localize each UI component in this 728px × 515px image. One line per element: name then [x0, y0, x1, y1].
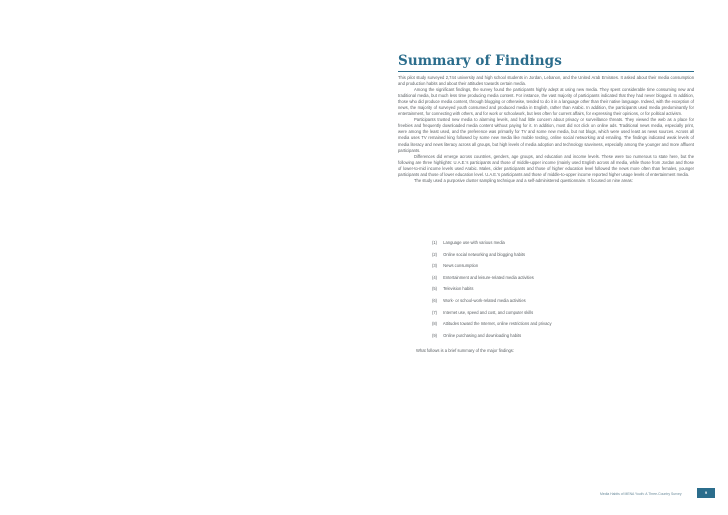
- list-item: [432, 321, 552, 333]
- section-title: Summary of Findings: [398, 53, 562, 69]
- list-item-number: (4): [432, 274, 438, 280]
- list-item-number: (6): [432, 297, 438, 303]
- list-item-label: Language use with various media: [443, 240, 505, 245]
- paragraph-findings: Among the significant findings, the survey found the participants highly adept at using new media. They spent considerable time consuming new and traditional media, but much less time producing media content. For instance, the vast majority of participants indicated that they had never blogged. In addition, those who did produce media content, through blogging or otherwise, tended to do it in a language other than their native language. Indeed, with the exception of news, the majority of surveyed youth consumed and produced media in English, rather than Arabic. In addition, the participants used media predominantly for entertainment, for connecting with others, and for work or schoolwork, but less often for current affairs, for expressing their opinions, or for political activism.: [398, 87, 694, 117]
- list-item-number: (1): [432, 240, 438, 245]
- paragraph-method: The study used a purposive cluster sampling technique and a self-administered questionnaire. It focused on nine areas:: [414, 177, 633, 183]
- list-item-number: (2): [432, 251, 438, 257]
- list-item: [432, 286, 552, 298]
- list-item-label: Television habits: [443, 286, 474, 292]
- list-item-number: (5): [432, 286, 438, 292]
- list-item-label: Attitudes toward the Internet, online restrictions and privacy: [442, 321, 552, 327]
- list-item-label: Internet use, speed and cost, and computer skills: [443, 309, 534, 315]
- list-item-number: (3): [432, 263, 438, 269]
- running-footer-title: Media Habits of MENA Youth: A Three-Country Survey: [600, 492, 682, 496]
- list-item-label: Online purchasing and downloading habits: [443, 332, 522, 338]
- study-areas-list: [432, 240, 552, 344]
- paragraph-intro: This pilot study surveyed 2,744 university and high school students in Jordan, Lebanon, and the United Arab Emirates. It asked about their media consumption and production habits and about their attitudes towards certain media.: [398, 75, 694, 87]
- paragraph-differences: Differences did emerge across countries, genders, age groups, and education and income levels. These were too numerous to state here, but the following are three highlights: U.A.E.'s participants and those of middle-upper income (mainly used English across all media, while those from Jordan and those of lower-to-mid income levels used Arabic. Males, older participants and those of higher education level followed the news more often than females, younger participants and those of lower education level. U.A.E.'s participants and those of middle-to-upper income reported higher usage levels of entertainment media.: [398, 153, 694, 177]
- list-item-number: (8): [432, 321, 438, 327]
- page-number-tab: [697, 488, 715, 498]
- list-item: [432, 240, 552, 252]
- list-item-label: Work- or school-work-related media activities: [443, 297, 526, 303]
- list-item-label: News consumption: [443, 263, 479, 269]
- page-number: 9: [704, 490, 708, 495]
- list-item: [432, 310, 552, 322]
- list-item-number: (7): [432, 309, 438, 315]
- title-underline: [398, 71, 694, 72]
- list-item: [432, 298, 552, 310]
- summary-body: [398, 75, 694, 184]
- list-item-label: Entertainment and leisure-related media activities: [443, 274, 534, 280]
- paragraph-trust: Participants trusted new media to alarming levels, and had little concern about privacy or surveillance threats. They viewed the web as a place for freebies and frequently downloaded media content without paying for it. In addition, most did not click on online ads. Traditional news media, especially print, were among the least used, and the preference was primarily for TV and some new media, but not blogs, which were used least as news sources. Across all media uses TV remained king followed by some new media like mobile texting, online social networking and emailing. The findings indicated weak levels of media literacy and news literacy across all groups, but high levels of media adoption and technology savviness, especially among the younger and more affluent participants.: [398, 117, 694, 153]
- list-item: [432, 263, 552, 275]
- list-item: [432, 252, 552, 264]
- list-item: [432, 333, 552, 345]
- closing-line: What follows is a brief summary of the major findings:: [416, 348, 515, 353]
- list-item-label: Online social networking and blogging habits: [443, 251, 526, 257]
- list-item-number: (9): [432, 332, 438, 338]
- list-item: [432, 275, 552, 287]
